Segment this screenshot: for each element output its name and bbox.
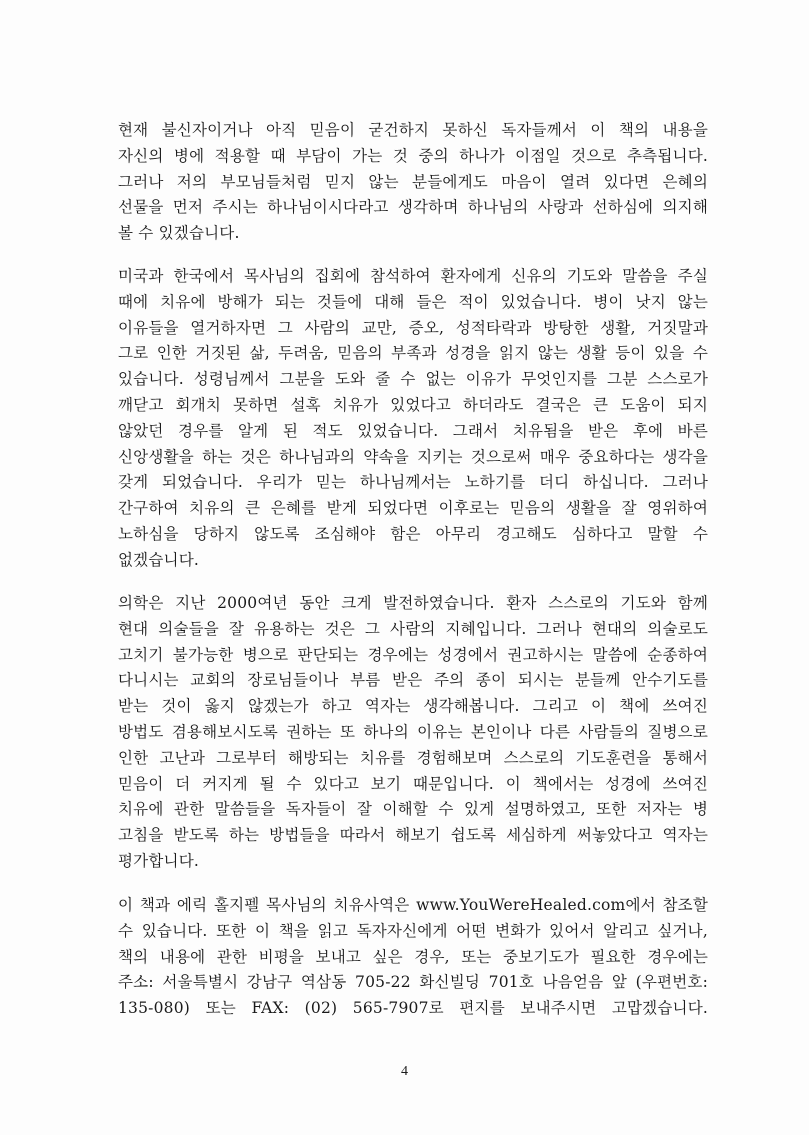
paragraph-line: 간구하여 치유의 큰 은혜를 받게 되었다면 이후로는 믿음의 생활을 잘 영위하여 bbox=[118, 499, 708, 518]
paragraph-line: 자신의 병에 적용할 때 부담이 가는 것 중의 하나가 이점일 것으로 추측됩니다. bbox=[118, 146, 708, 165]
paragraph-line: 없겠습니다. bbox=[118, 550, 199, 569]
paragraph-line: 인한 고난과 그로부터 해방되는 치유를 경험해보며 스스로의 기도훈련을 통해서 bbox=[118, 748, 708, 767]
paragraph-2 bbox=[118, 264, 708, 574]
paragraph-line: 미국과 한국에서 목사님의 집회에 참석하여 환자에게 신유의 기도와 말씀을 주실 bbox=[118, 267, 708, 285]
paragraph-line: 않았던 경우를 알게 된 적도 있었습니다. 그래서 치유됨을 받은 후에 바른 bbox=[118, 421, 708, 440]
paragraph-line: 현대 의술들을 잘 유용하는 것은 그 사람의 지혜입니다. 그러나 현대의 의술로도 bbox=[118, 619, 708, 638]
paragraph-line: 책의 내용에 관한 비평을 보내고 싶은 경우, 또는 중보기도가 필요한 경우에는 bbox=[118, 947, 708, 966]
paragraph-line: 치유에 관한 말씀들을 독자들이 잘 이해할 수 있게 설명하였고, 또한 저자는 병 bbox=[118, 800, 708, 819]
paragraph-line: 볼 수 있겠습니다. bbox=[118, 224, 240, 243]
paragraph-3 bbox=[118, 591, 708, 875]
paragraph-line: 고침을 받도록 하는 방법들을 따라서 해보기 쉽도록 세심하게 써놓았다고 역자는 bbox=[118, 826, 708, 845]
paragraph-line: 그러나 저의 부모님들처럼 믿지 않는 분들에게도 마음이 열려 있다면 은혜의 bbox=[118, 172, 708, 191]
paragraph-line: 135-080) 또는 FAX: (02) 565-7907로 편지를 보내주시면 고맙겠습니다. bbox=[118, 999, 708, 1018]
paragraph-line: 갖게 되었습니다. 우리가 믿는 하나님께서는 노하기를 더디 하십니다. 그러나 bbox=[118, 473, 708, 492]
paragraph-line: 때에 치유에 방해가 되는 것들에 대해 들은 적이 있었습니다. 병이 낫지 않는 bbox=[118, 292, 708, 311]
paragraph-line: 이 책과 에릭 홀지펠 목사님의 치유사역은 www.YouWereHealed.com에서 참조할 bbox=[118, 896, 708, 914]
paragraph-line: 이유들을 열거하자면 그 사람의 교만, 증오, 성적타락과 방탕한 생활, 거짓말과 bbox=[118, 318, 708, 337]
paragraph-4 bbox=[118, 893, 708, 1022]
paragraph-line: 주소: 서울특별시 강남구 역삼동 705-22 화신빌딩 701호 나음얻음 앞 (우편번호: bbox=[118, 973, 708, 992]
paragraph-line: 있습니다. 성령님께서 그분을 도와 줄 수 없는 이유가 무엇인지를 그분 스스로가 bbox=[118, 370, 708, 389]
paragraph-line: 깨닫고 회개치 못하면 설혹 치유가 있었다고 하더라도 결국은 큰 도움이 되지 bbox=[118, 395, 708, 414]
paragraph-line: 고치기 불가능한 병으로 판단되는 경우에는 성경에서 권고하시는 말씀에 순종하여 bbox=[118, 645, 708, 664]
paragraph-line: 선물을 먼저 주시는 하나님이시다라고 생각하며 하나님의 사랑과 선하심에 의지해 bbox=[118, 198, 708, 217]
paragraph-line: 믿음이 더 커지게 될 수 있다고 보기 때문입니다. 이 책에서는 성경에 쓰여진 bbox=[118, 774, 708, 793]
page-number: 4 bbox=[401, 1064, 408, 1079]
paragraph-line: 받는 것이 옳지 않겠는가 하고 역자는 생각해봅니다. 그리고 이 책에 쓰여진 bbox=[118, 697, 708, 716]
paragraph-line: 방법도 겸용해보시도록 권하는 또 하나의 이유는 본인이나 다른 사람들의 질병으로 bbox=[118, 722, 708, 741]
paragraph-1 bbox=[118, 118, 708, 247]
paragraph-line: 그로 인한 거짓된 삶, 두려움, 믿음의 부족과 성경을 읽지 않는 생활 등이 있을 수 bbox=[118, 344, 708, 363]
paragraph-line: 수 있습니다. 또한 이 책을 읽고 독자자신에게 어떤 변화가 있어서 알리고 싶거나, bbox=[118, 921, 708, 940]
paragraph-line: 의학은 지난 2000여년 동안 크게 발전하였습니다. 환자 스스로의 기도와 함께 bbox=[118, 594, 708, 612]
paragraph-line: 현재 불신자이거나 아직 믿음이 굳건하지 못하신 독자들께서 이 책의 내용을 bbox=[118, 121, 708, 139]
paragraph-line: 다니시는 교회의 장로님들이나 부름 받은 주의 종이 되시는 분들께 안수기도를 bbox=[118, 671, 708, 690]
paragraph-line: 평가합니다. bbox=[118, 851, 199, 870]
paragraph-line: 노하심을 당하지 않도록 조심해야 함은 아무리 경고해도 심하다고 말할 수 bbox=[118, 524, 708, 543]
paragraph-line: 신앙생활을 하는 것은 하나님과의 약속을 지키는 것으로써 매우 중요하다는 생각을 bbox=[118, 447, 708, 466]
